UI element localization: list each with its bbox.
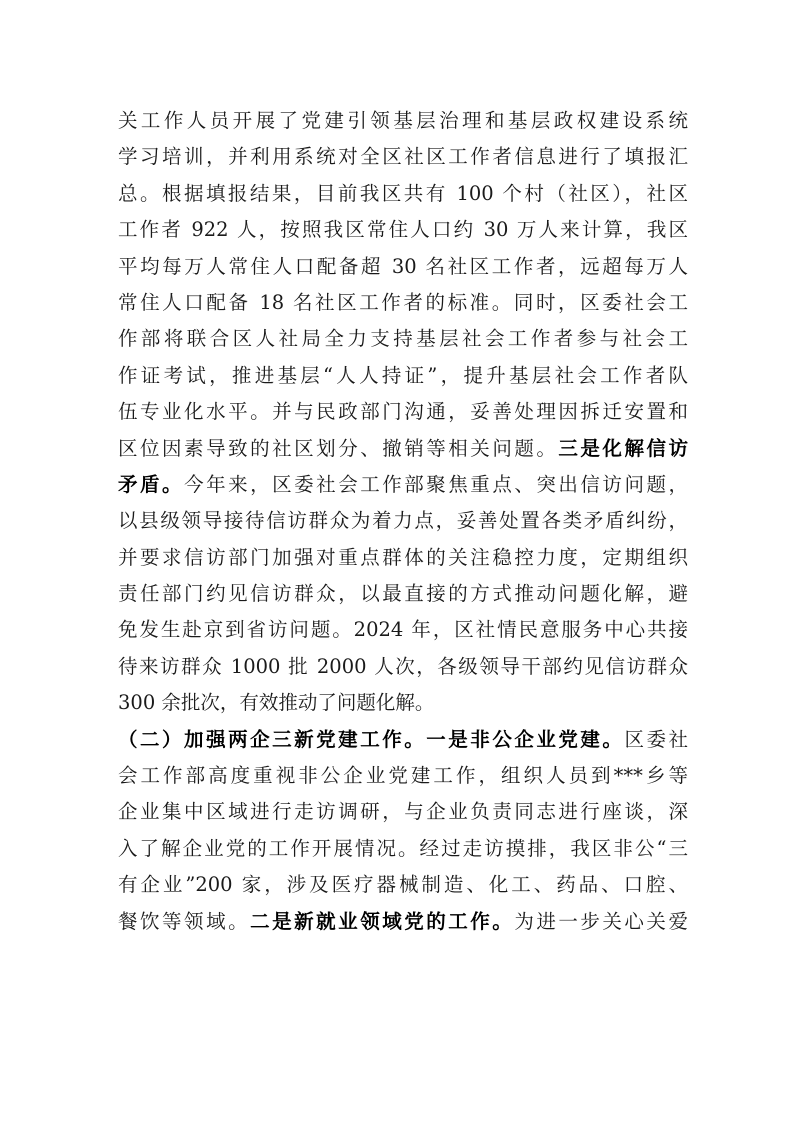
document-body [118,103,688,940]
text-line [118,249,688,285]
text-line [118,831,688,867]
text-line [118,285,688,321]
body-text: 总。根据填报结果，目前我区共有 100 个村（社区），社区 [118,181,688,205]
body-text: 关工作人员开展了党建引领基层治理和基层政权建设系统 [118,109,688,132]
bold-text: 三是化解信访 [558,436,688,460]
body-text: 免发生赴京到省访问题。2024 年，区社情民意服务中心共接 [118,618,688,642]
text-line [118,722,688,758]
text-line [118,540,688,576]
body-text: 以县级领导接待信访群众为着力点，妥善处置各类矛盾纠纷， [118,509,688,533]
text-line [118,467,688,503]
body-text: 区委社 [624,727,688,751]
text-line [118,867,688,903]
bold-text: 二是新就业领域党的工作。 [250,909,515,933]
body-text: 区位因素导致的社区划分、撤销等相关问题。 [118,436,559,460]
body-text: 有企业”200 家，涉及医疗器械制造、化工、药品、口腔、 [118,873,688,897]
text-line [118,649,688,685]
text-line [118,394,688,430]
body-text: 为进一步关心关爱 [514,909,688,933]
text-line [118,321,688,357]
body-text: 今年来，区委社会工作部聚焦重点、突出信访问题， [184,472,688,496]
body-text: 工作者 922 人，按照我区常住人口约 30 万人来计算，我区 [118,218,688,242]
text-line [118,794,688,830]
body-text: 会工作部高度重视非公企业党建工作，组织人员到***乡等 [118,764,688,788]
body-text: 作证考试，推进基层“人人持证”，提升基层社会工作者队 [118,363,688,387]
text-line [118,358,688,394]
bold-text: （二）加强两企三新党建工作。 [118,727,427,751]
text-line [118,431,688,467]
body-text: 并要求信访部门加强对重点群体的关注稳控力度，定期组织 [118,545,688,569]
body-text: 学习培训，并利用系统对全区社区工作者信息进行了填报汇 [118,145,688,169]
body-text: 餐饮等领域。 [118,909,251,933]
body-text: 常住人口配备 18 名社区工作者的标准。同时，区委社会工 [118,290,688,314]
text-line [118,176,688,212]
bold-text: 一是非公企业党建。 [426,727,625,751]
text-line [118,576,688,612]
body-text: 伍专业化水平。并与民政部门沟通，妥善处理因拆迁安置和 [118,400,688,424]
text-line [118,503,688,539]
body-text: 企业集中区域进行走访调研，与企业负责同志进行座谈，深 [118,800,688,824]
body-text: 平均每万人常住人口配备超 30 名社区工作者，远超每万人 [118,254,688,278]
body-text: 待来访群众 1000 批 2000 人次，各级领导干部约见信访群众 [118,654,688,678]
text-line [118,212,688,248]
text-line [118,612,688,648]
body-text: 责任部门约见信访群众，以最直接的方式推动问题化解，避 [118,582,688,606]
text-line [118,139,688,175]
body-text: 入了解企业党的工作开展情况。经过走访摸排，我区非公“三 [118,836,688,860]
bold-text: 矛盾。 [118,472,185,496]
text-line [118,685,688,721]
text-line [118,103,688,139]
text-line [118,904,688,940]
text-line [118,758,688,794]
body-text: 作部将联合区人社局全力支持基层社会工作者参与社会工 [118,327,688,351]
body-text: 300 余批次，有效推动了问题化解。 [118,691,435,715]
